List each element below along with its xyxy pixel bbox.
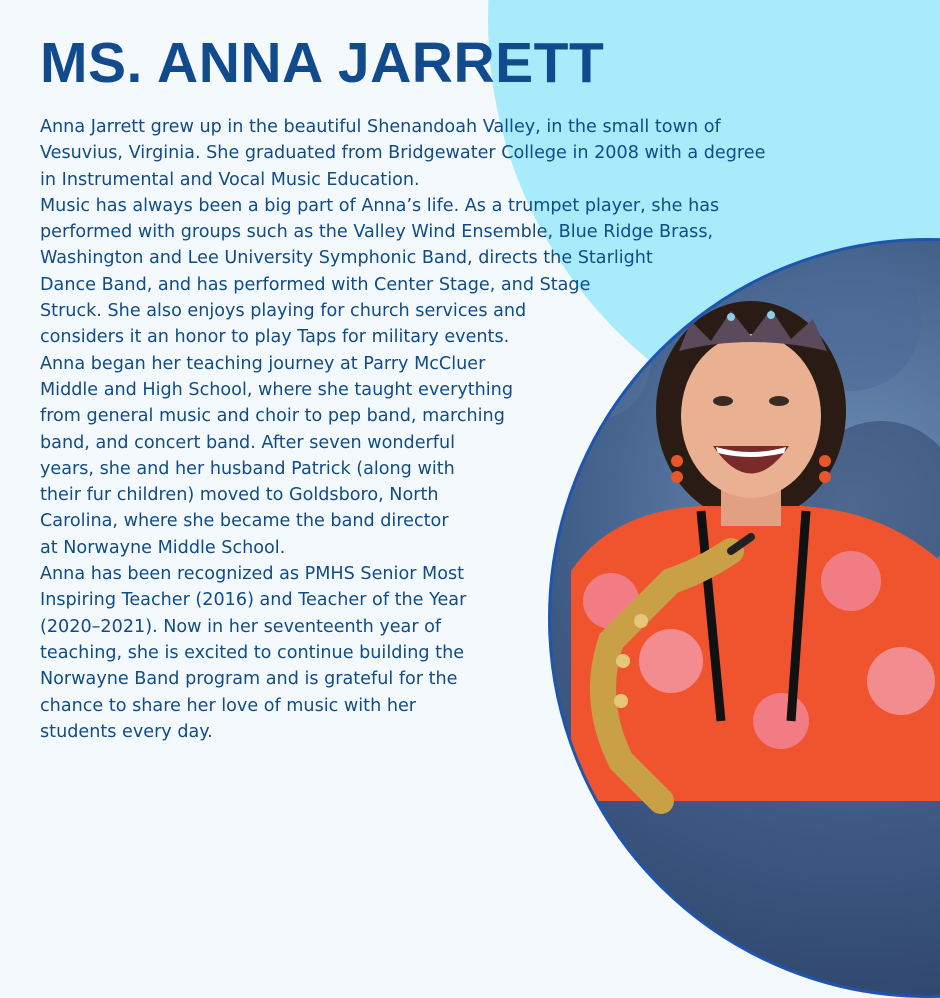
bio-line: Dance Band, and has performed with Center Stage, and Stage <box>40 274 591 295</box>
bio-line: years, she and her husband Patrick (along with <box>40 458 455 479</box>
biography-text <box>40 114 765 745</box>
bio-line: performed with groups such as the Valley Wind Ensemble, Blue Ridge Brass, <box>40 222 714 243</box>
page-title: MS. ANNA JARRETT <box>40 31 605 95</box>
bio-line: in Instrumental and Vocal Music Education. <box>40 169 420 190</box>
bio-line: considers it an honor to play Taps for military events. <box>40 327 510 348</box>
bio-line: (2020–2021). Now in her seventeenth year of <box>40 616 442 637</box>
bio-line: Anna Jarrett grew up in the beautiful Shenandoah Valley, in the small town of <box>40 117 721 137</box>
bio-line: Washington and Lee University Symphonic Band, directs the Starlight <box>40 248 653 269</box>
bio-line: Carolina, where she became the band director <box>40 511 449 532</box>
bio-line: Inspiring Teacher (2016) and Teacher of the Year <box>40 590 467 611</box>
bio-line: their fur children) moved to Goldsboro, North <box>40 485 439 506</box>
bio-line: Norwayne Band program and is grateful for the <box>40 669 458 690</box>
bio-line: teaching, she is excited to continue building the <box>40 642 465 663</box>
bio-line: Anna began her teaching journey at Parry McCluer <box>40 353 486 374</box>
bio-line: students every day. <box>40 721 213 742</box>
bio-line: Vesuvius, Virginia. She graduated from Bridgewater College in 2008 with a degree <box>40 143 766 164</box>
bio-line: at Norwayne Middle School. <box>40 537 286 558</box>
bio-line: Struck. She also enjoys playing for church services and <box>40 301 527 322</box>
bio-line: Anna has been recognized as PMHS Senior Most <box>40 564 465 585</box>
bio-line: Middle and High School, where she taught everything <box>40 379 513 400</box>
bio-line: Music has always been a big part of Anna’s life. As a trumpet player, she has <box>40 195 720 216</box>
bio-line: from general music and choir to pep band, marching <box>40 406 505 427</box>
bio-line: chance to share her love of music with her <box>40 695 417 716</box>
bio-line: band, and concert band. After seven wonderful <box>40 432 455 453</box>
